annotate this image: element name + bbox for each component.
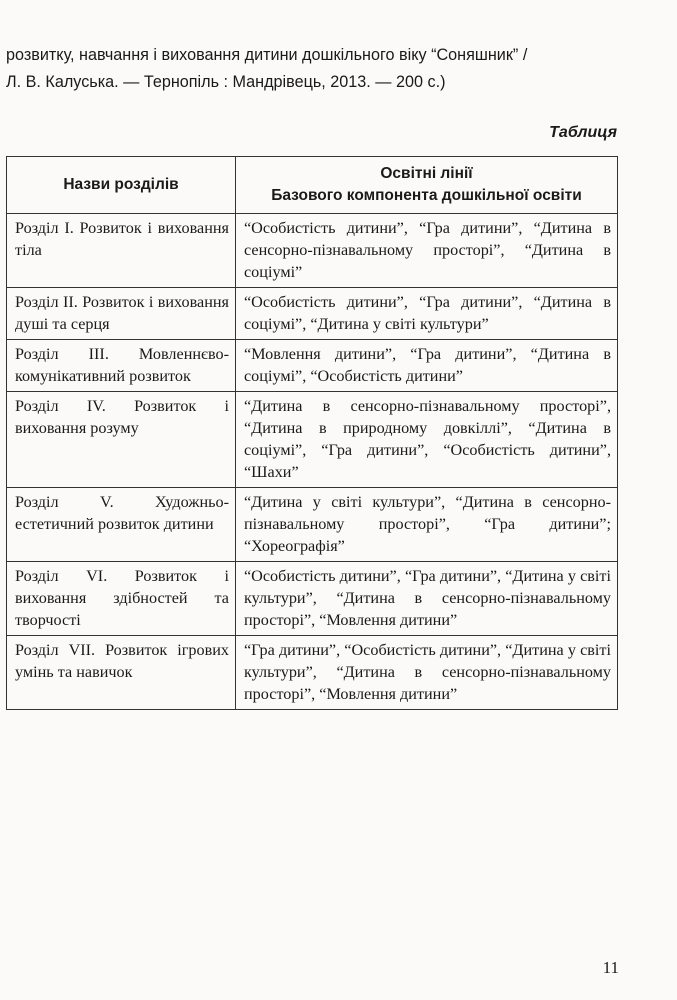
educational-lines: “Дитина в сенсорно-пізнавальному просторі”, “Дитина в природному довкіллі”, “Дитина в соціумі”, “Гра дитини”, “Особистість дитини”, “Шахи” bbox=[236, 392, 618, 488]
page-number: 11 bbox=[602, 958, 619, 977]
header-section-names: Назви розділів bbox=[7, 157, 236, 214]
educational-lines: “Особистість дитини”, “Гра дитини”, “Дитина в соціумі”, “Дитина у світі культури” bbox=[236, 288, 618, 340]
section-name: Розділ VI. Розвиток і виховання здібностей та творчості bbox=[7, 562, 236, 636]
section-name: Розділ V. Художньо-естетичний розвиток дитини bbox=[7, 488, 236, 562]
table-row bbox=[7, 562, 618, 636]
educational-lines: “Мовлення дитини”, “Гра дитини”, “Дитина в соціумі”, “Особистість дитини” bbox=[236, 340, 618, 392]
educational-lines: “Особистість дитини”, “Гра дитини”, “Дитина в сенсорно-пізнавальному просторі”, “Дитина в соціумі” bbox=[236, 214, 618, 288]
educational-lines: “Гра дитини”, “Особистість дитини”, “Дитина у світі культури”, “Дитина в сенсорно-пізнавальному просторі”, “Мовлення дитини” bbox=[236, 636, 618, 710]
section-name: Розділ І. Розвиток і виховання тіла bbox=[7, 214, 236, 288]
table-row bbox=[7, 392, 618, 488]
section-name: Розділ ІІІ. Мовленнєво-комунікативний розвиток bbox=[7, 340, 236, 392]
table-row bbox=[7, 488, 618, 562]
educational-lines: “Особистість дитини”, “Гра дитини”, “Дитина у світі культури”, “Дитина в сенсорно-пізнавальному просторі”, “Мовлення дитини” bbox=[236, 562, 618, 636]
section-name: Розділ ІІ. Розвиток і виховання душі та серця bbox=[7, 288, 236, 340]
table-caption: Таблиця bbox=[549, 124, 617, 141]
intro-paragraph bbox=[6, 42, 626, 96]
header-line-1: Освітні лінії bbox=[380, 165, 473, 182]
table-row bbox=[7, 340, 618, 392]
section-name: Розділ IV. Розвиток і виховання розуму bbox=[7, 392, 236, 488]
educational-lines: “Дитина у світі культури”, “Дитина в сенсорно-пізнавальному просторі”, “Гра дитини”; “Хореографія” bbox=[236, 488, 618, 562]
table-row bbox=[7, 636, 618, 710]
table-header-row bbox=[7, 157, 618, 214]
sections-table bbox=[6, 156, 618, 710]
table-row bbox=[7, 288, 618, 340]
intro-line-2: Л. В. Калуська. — Тернопіль : Мандрівець, 2013. — 200 с.) bbox=[6, 73, 446, 91]
intro-line-1: розвитку, навчання і виховання дитини дошкільного віку “Соняшник” / bbox=[6, 46, 528, 64]
section-name: Розділ VII. Розвиток ігрових умінь та навичок bbox=[7, 636, 236, 710]
table-row bbox=[7, 214, 618, 288]
header-educational-lines bbox=[236, 157, 618, 214]
header-line-2: Базового компонента дошкільної освіти bbox=[271, 187, 582, 204]
